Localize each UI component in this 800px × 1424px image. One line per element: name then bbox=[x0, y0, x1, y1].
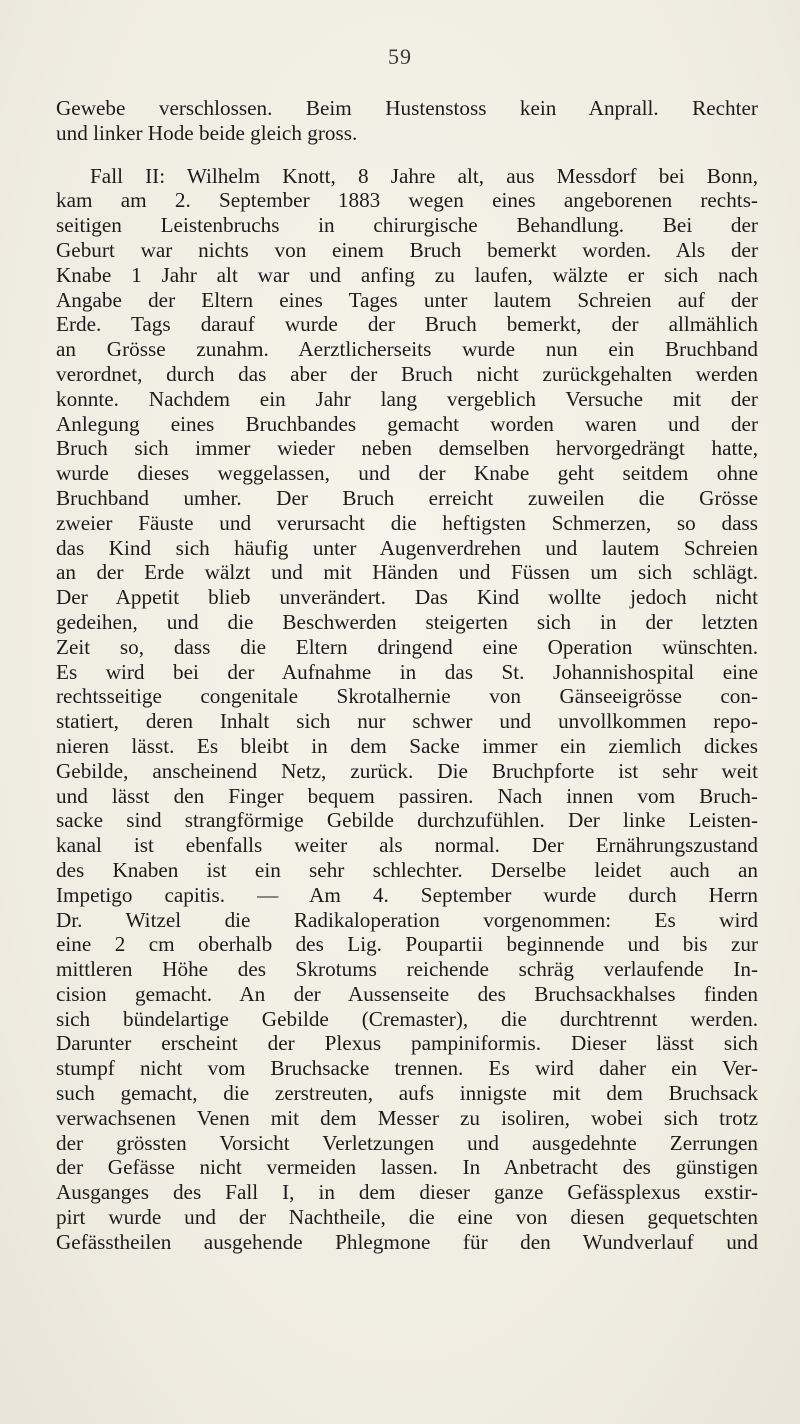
text-line: seitigen Leistenbruchs in chirurgische Behandlung. Bei der bbox=[56, 213, 758, 238]
text-line: verwachsenen Venen mit dem Messer zu isoliren, wobei sich trotz bbox=[56, 1105, 758, 1130]
text-line: Darunter erscheint der Plexus pampiniformis. Dieser lässt sich bbox=[56, 1031, 758, 1056]
text-line: such gemacht, die zerstreuten, aufs innigste mit dem Bruchsack bbox=[56, 1081, 758, 1106]
text-line: Dr. Witzel die Radikaloperation vorgenommen: Es wird bbox=[56, 907, 758, 932]
text-line: konnte. Nachdem ein Jahr lang vergeblich Versuche mit der bbox=[56, 386, 758, 411]
text-line: der grössten Vorsicht Verletzungen und ausgedehnte Zerrungen bbox=[56, 1130, 758, 1155]
text-line: an Grösse zunahm. Aerztlicherseits wurde nun ein Bruchband bbox=[56, 337, 758, 362]
paragraph-2 bbox=[56, 164, 758, 1255]
text-line: Ausganges des Fall I, in dem dieser ganze Gefässplexus exstir- bbox=[56, 1180, 758, 1205]
text-line: verordnet, durch das aber der Bruch nicht zurückgehalten werden bbox=[56, 361, 758, 386]
text-line: Bruchband umher. Der Bruch erreicht zuweilen die Grösse bbox=[56, 485, 758, 510]
text-line: cision gemacht. An der Aussenseite des Bruchsackhalses finden bbox=[56, 981, 758, 1006]
text-line: kanal ist ebenfalls weiter als normal. Der Ernährungszustand bbox=[56, 833, 758, 858]
text-line: der Gefässe nicht vermeiden lassen. In Anbetracht des günstigen bbox=[56, 1155, 758, 1180]
text-line: gedeihen, und die Beschwerden steigerten sich in der letzten bbox=[56, 609, 758, 634]
text-line: rechtsseitige congenitale Skrotalhernie von Gänseeigrösse con- bbox=[56, 684, 758, 709]
text-line: und lässt den Finger bequem passiren. Nach innen vom Bruch- bbox=[56, 783, 758, 808]
text-line: eine 2 cm oberhalb des Lig. Poupartii beginnende und bis zur bbox=[56, 932, 758, 957]
text-line: pirt wurde und der Nachtheile, die eine von diesen gequetschten bbox=[56, 1205, 758, 1230]
text-line: Knabe 1 Jahr alt war und anfing zu laufen, wälzte er sich nach bbox=[56, 262, 758, 287]
text-line: Gefässtheilen ausgehende Phlegmone für den Wundverlauf und bbox=[56, 1229, 758, 1254]
text-line: sacke sind strangförmige Gebilde durchzufühlen. Der linke Leisten- bbox=[56, 808, 758, 833]
text-line: Anlegung eines Bruchbandes gemacht worden waren und der bbox=[56, 411, 758, 436]
text-line: Gebilde, anscheinend Netz, zurück. Die Bruchpforte ist sehr weit bbox=[56, 758, 758, 783]
text-line: Gewebe verschlossen. Beim Hustenstoss kein Anprall. Rechter bbox=[56, 96, 758, 120]
text-line: wurde dieses weggelassen, und der Knabe geht seitdem ohne bbox=[56, 461, 758, 486]
text-line: statiert, deren Inhalt sich nur schwer und unvollkommen repo- bbox=[56, 709, 758, 734]
text-line: an der Erde wälzt und mit Händen und Füssen um sich schlägt. bbox=[56, 560, 758, 585]
text-line: zweier Fäuste und verursacht die heftigsten Schmerzen, so dass bbox=[56, 510, 758, 535]
paragraph-gap bbox=[56, 146, 758, 164]
paragraph-1 bbox=[56, 96, 758, 146]
body-text bbox=[56, 96, 758, 1255]
text-line: sich bündelartige Gebilde (Cremaster), die durchtrennt werden. bbox=[56, 1006, 758, 1031]
text-line: Es wird bei der Aufnahme in das St. Johannishospital eine bbox=[56, 659, 758, 684]
page-number: 59 bbox=[388, 44, 412, 69]
text-line: stumpf nicht vom Bruchsacke trennen. Es wird daher ein Ver- bbox=[56, 1056, 758, 1081]
text-line: Angabe der Eltern eines Tages unter lautem Schreien auf der bbox=[56, 287, 758, 312]
text-line: Impetigo capitis. — Am 4. September wurde durch Herrn bbox=[56, 882, 758, 907]
text-line: nieren lässt. Es bleibt in dem Sacke immer ein ziemlich dickes bbox=[56, 733, 758, 758]
text-line: kam am 2. September 1883 wegen eines angeborenen rechts- bbox=[56, 188, 758, 213]
text-line: Fall II: Wilhelm Knott, 8 Jahre alt, aus Messdorf bei Bonn, bbox=[90, 163, 758, 188]
text-line: mittleren Höhe des Skrotums reichende schräg verlaufende In- bbox=[56, 957, 758, 982]
text-line: Geburt war nichts von einem Bruch bemerkt worden. Als der bbox=[56, 237, 758, 262]
text-line: Erde. Tags darauf wurde der Bruch bemerkt, der allmählich bbox=[56, 312, 758, 337]
text-line: das Kind sich häufig unter Augenverdrehen und lautem Schreien bbox=[56, 535, 758, 560]
text-line: Der Appetit blieb unverändert. Das Kind wollte jedoch nicht bbox=[56, 585, 758, 610]
text-line: Bruch sich immer wieder neben demselben hervorgedrängt hatte, bbox=[56, 436, 758, 461]
text-line: Zeit so, dass die Eltern dringend eine Operation wünschten. bbox=[56, 634, 758, 659]
text-line: des Knaben ist ein sehr schlechter. Derselbe leidet auch an bbox=[56, 857, 758, 882]
text-line: und linker Hode beide gleich gross. bbox=[56, 120, 358, 145]
